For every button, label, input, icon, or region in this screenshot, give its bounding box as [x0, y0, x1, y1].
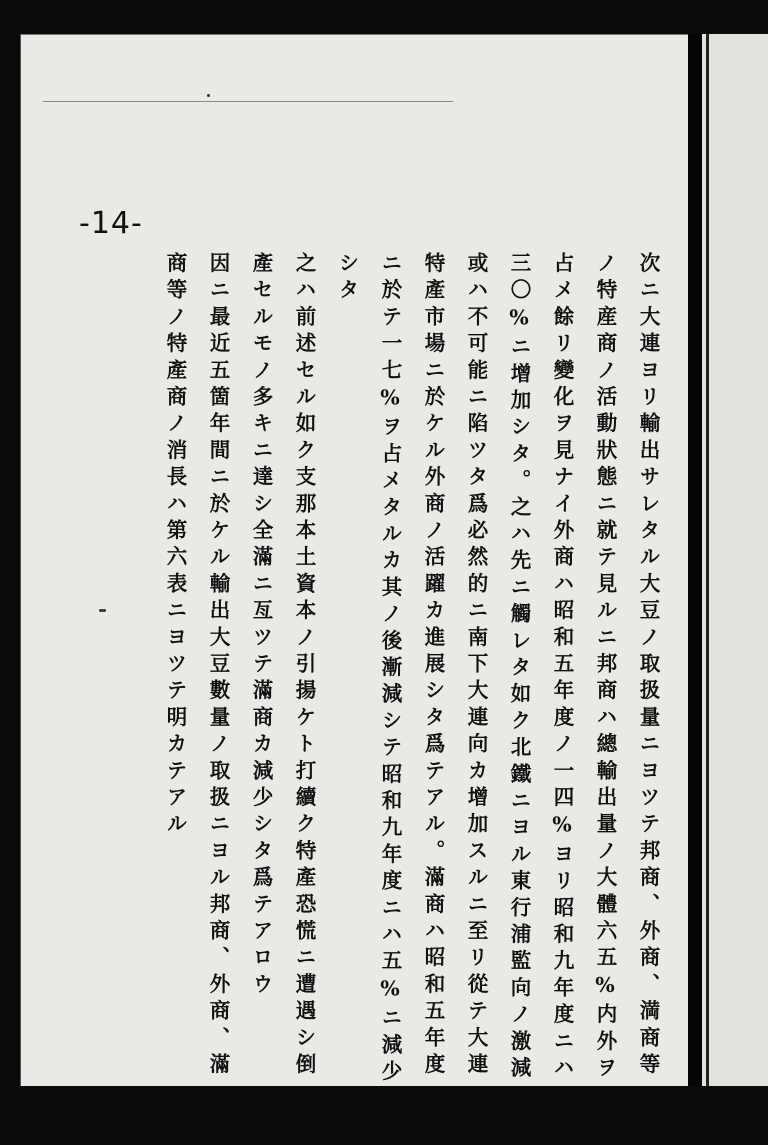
facing-page-edge [702, 34, 768, 1086]
text-column-6: 特產市場ニ於ケル外商ノ活躍カ進展シタ爲テアル。滿商ハ昭和五年度 [421, 252, 445, 1080]
text-column-11: 因ニ最近五箇年間ニ於ケル輸出大豆數量ノ取扱ニヨル邦商、外商、滿 [206, 252, 230, 1080]
page-number: -14- [79, 206, 143, 241]
text-column-10: 產セルモノ多キニ達シ全滿ニ亙ツテ滿商カ減少シタ爲テアロウ [249, 252, 273, 1000]
text-column-5: 或ハ不可能ニ陷ツタ爲必然的ニ南下大連向カ增加スルニ至リ從テ大連 [464, 252, 488, 1080]
text-column-12: 商等ノ特產商ノ消長ハ第六表ニヨツテ明カテアル [163, 252, 187, 840]
binding-gutter [688, 34, 702, 1086]
text-column-8: シタ [335, 252, 359, 306]
text-column-7: ニ於テ一七%ヲ占メタルカ其ノ後漸減シテ昭和九年度ニハ五%ニ減少 [378, 252, 402, 1087]
scan-speck [101, 609, 104, 612]
text-column-1: 次ニ大連ヨリ輸出サレタル大豆ノ取扱量ニヨツテ邦商、外商、満商等 [636, 252, 660, 1080]
page-top-edge [21, 34, 689, 35]
facing-page-rule [706, 34, 709, 1086]
document-page [20, 34, 689, 1086]
text-column-2: ノ特産商ノ活動狀態ニ就テ見ルニ邦商ハ總輸出量ノ大體六五%内外ヲ [593, 252, 617, 1084]
header-rule [43, 101, 453, 102]
text-column-4: 三〇%ニ增加シタ。之ハ先ニ觸レタ如ク北鐵ニヨル東行浦監向ノ激減 [507, 252, 531, 1084]
text-column-3: 占メ餘リ變化ヲ見ナイ外商ハ昭和五年度ノ一四%ヨリ昭和九年度ニハ [550, 252, 574, 1084]
text-column-9: 之ハ前述セル如ク支那本土資本ノ引揚ケト打續ク特產恐慌ニ遭遇シ倒 [292, 252, 316, 1080]
scan-speck [207, 94, 210, 97]
vertical-text-block [163, 252, 666, 1092]
